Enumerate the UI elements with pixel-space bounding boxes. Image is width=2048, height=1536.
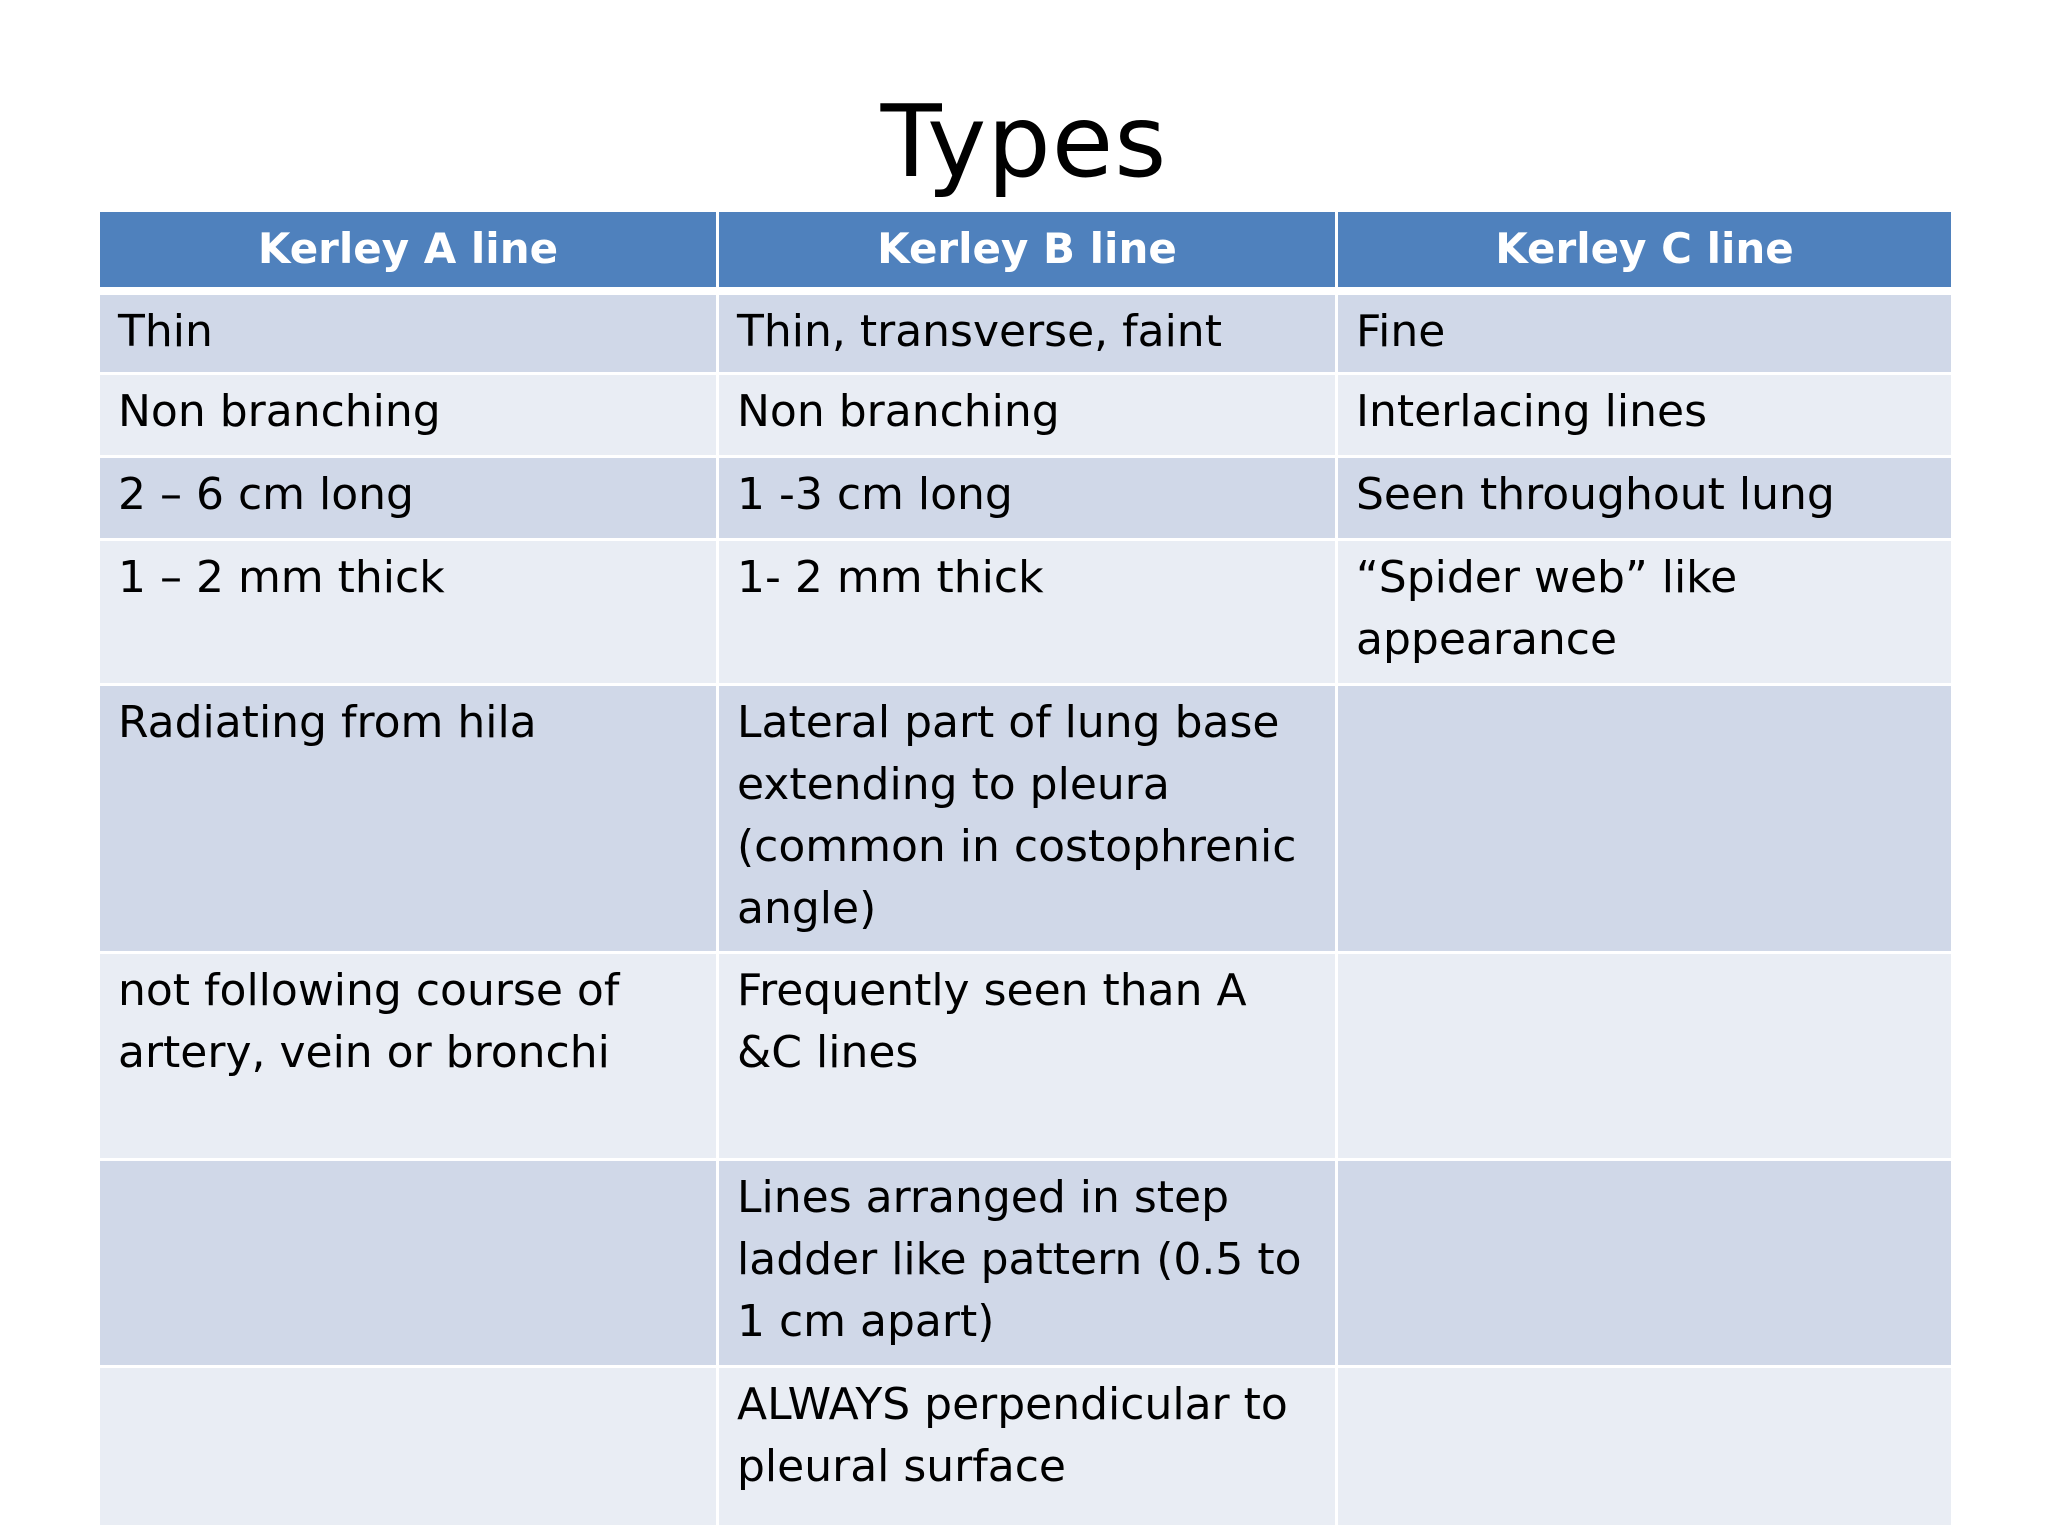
table-cell (99, 1160, 718, 1367)
table-cell: Interlacing lines (1337, 374, 1953, 457)
table-row (99, 457, 1953, 540)
table-row (99, 291, 1953, 374)
table-row (99, 685, 1953, 953)
table-cell: 1 -3 cm long (718, 457, 1337, 540)
table-cell: Thin, transverse, faint (718, 291, 1337, 374)
table-cell: “Spider web” like appearance (1337, 540, 1953, 685)
table-cell (99, 1367, 718, 1527)
header-kerley-a: Kerley A line (99, 211, 718, 291)
table-cell: Non branching (718, 374, 1337, 457)
table-cell: Lines arranged in step ladder like pattern (0.5 to 1 cm apart) (718, 1160, 1337, 1367)
slide-title: Types (880, 83, 1168, 200)
table-row (99, 374, 1953, 457)
table-cell: 1- 2 mm thick (718, 540, 1337, 685)
table-row (99, 540, 1953, 685)
table-cell (1337, 1367, 1953, 1527)
table-cell: Lateral part of lung base extending to pleura (common in costophrenic angle) (718, 685, 1337, 953)
table-cell: ALWAYS perpendicular to pleural surface (718, 1367, 1337, 1527)
table-cell: not following course of artery, vein or bronchi (99, 953, 718, 1160)
table-cell: Thin (99, 291, 718, 374)
table-cell (1337, 953, 1953, 1160)
table-row (99, 1367, 1953, 1527)
header-kerley-b: Kerley B line (718, 211, 1337, 291)
table-header-row (99, 211, 1953, 291)
table-cell: Seen throughout lung (1337, 457, 1953, 540)
table-cell: Radiating from hila (99, 685, 718, 953)
table-cell (1337, 1160, 1953, 1367)
table-cell (1337, 685, 1953, 953)
header-kerley-c: Kerley C line (1337, 211, 1953, 291)
table-cell: Frequently seen than A &C lines (718, 953, 1337, 1160)
table-cell: Fine (1337, 291, 1953, 374)
table-cell: 2 – 6 cm long (99, 457, 718, 540)
table-cell: Non branching (99, 374, 718, 457)
table-row (99, 953, 1953, 1160)
table-row (99, 1160, 1953, 1367)
table-cell: 1 – 2 mm thick (99, 540, 718, 685)
kerley-lines-table (97, 209, 1954, 1528)
